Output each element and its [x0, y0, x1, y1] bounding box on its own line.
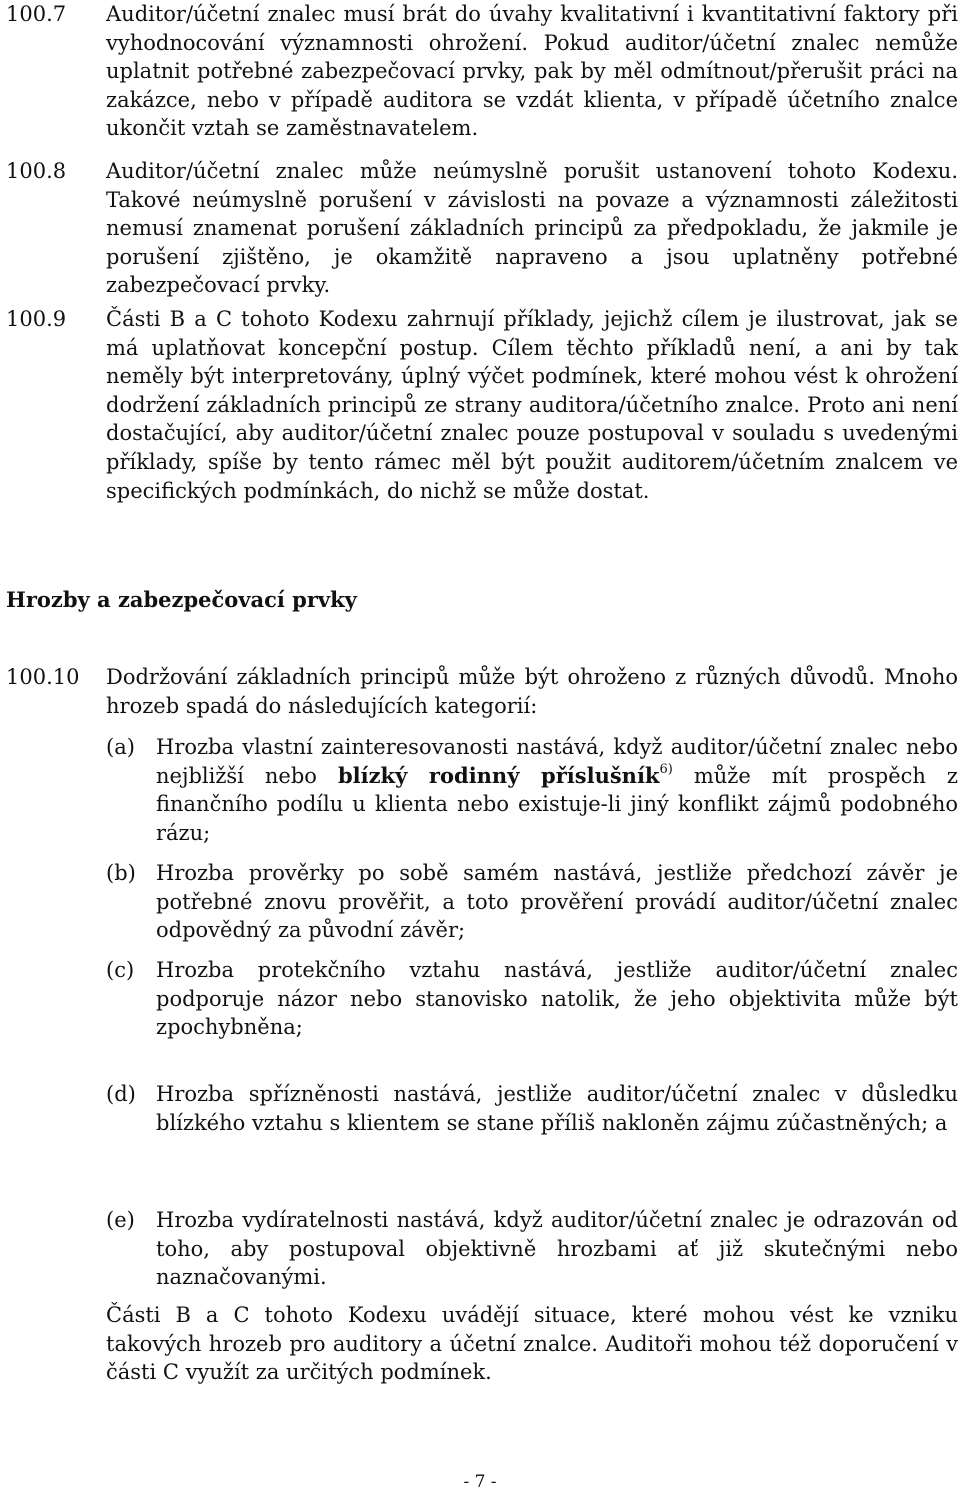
list-item-a [106, 733, 958, 847]
list-item-e [106, 1206, 958, 1292]
paragraph-100-7 [6, 0, 960, 143]
list-label: (b) [106, 861, 136, 885]
list-label: (e) [106, 1208, 135, 1232]
list-label: (d) [106, 1082, 136, 1106]
list-item-text: Hrozba spřízněnosti nastává, jestliže auditor/účetní znalec v důsledku blízkého vztahu s klientem se stane příliš nakloněn zájmu zúčastněných; a [156, 1082, 958, 1135]
list-item-c [106, 956, 958, 1042]
paragraph-number: 100.7 [6, 2, 67, 26]
paragraph-text: Části B a C tohoto Kodexu zahrnují příklady, jejichž cílem je ilustrovat, jak se má uplatňovat koncepční postup. Cílem těchto příkladů není, a ani by tak neměly být interpretovány, úplný výčet podmínek, které mohou vést k ohrožení dodržení základních principů ze strany auditora/účetního znalce. Proto ani není dostačující, aby auditor/účetní znalec pouze postupoval v souladu s uvedenými příklady, spíše by tento rámec měl být použit auditorem/účetním znalcem ve specifických podmínkách, do nichž se může dostat. [106, 307, 958, 503]
list-text-after: může mít prospěch z finančního podílu u klienta nebo existuje-li jiný konflikt zájmů podobného rázu; [156, 763, 958, 845]
list-item-b [106, 859, 958, 945]
paragraph-number: 100.9 [6, 307, 67, 331]
paragraph-text: Auditor/účetní znalec musí brát do úvahy kvalitativní i kvantitativní faktory při vyhodnocování významnosti ohrožení. Pokud auditor/účetní znalec nemůže uplatnit potřebné zabezpečovací prvky, pak by měl odmítnout/přerušit práci na zakázce, nebo v případě auditora se vzdát klienta, v případě účetního znalce ukončit vztah se zaměstnavatelem. [106, 2, 958, 141]
paragraph-number: 100.8 [6, 159, 67, 183]
list-label: (c) [106, 958, 135, 982]
list-item-text: Hrozba vydíratelnosti nastává, když auditor/účetní znalec je odrazován od toho, aby postupoval objektivně hrozbami ať již skutečnými nebo naznačovanými. [156, 1208, 958, 1290]
list-text-before: Hrozba vlastní zainteresovanosti nastává, když auditor/účetní znalec nebo nejbližší nebo [156, 735, 958, 788]
footnote-reference: 6) [659, 761, 673, 777]
list-item-text: Hrozba protekčního vztahu nastává, jestliže auditor/účetní znalec podporuje názor nebo stanovisko natolik, že jeho objektivita může být zpochybněna; [156, 958, 958, 1040]
closing-paragraph: Části B a C tohoto Kodexu uvádějí situace, které mohou vést ke vzniku takových hrozeb pro auditory a účetní znalce. Auditoři mohou též doporučení v části C využít za určitých podmínek. [106, 1303, 958, 1385]
paragraph-100-10 [6, 663, 960, 720]
page-number: - 7 - [463, 1472, 497, 1492]
paragraph-text: Auditor/účetní znalec může neúmyslně porušit ustanovení tohoto Kodexu. Takové neúmyslně porušení v závislosti na povaze a významnosti záležitosti nemusí znamenat porušení základních principů za předpokladu, že jakmile je porušení zjištěno, je okamžitě napraveno a jsou uplatněny potřebné zabezpečovací prvky. [106, 159, 958, 298]
list-item-text: Hrozba prověrky po sobě samém nastává, jestliže předchozí závěr je potřebné znovu prověřit, a toto prověření provádí auditor/účetní znalec odpovědný za původní závěr; [156, 861, 958, 943]
list-label: (a) [106, 735, 135, 759]
paragraph-100-8 [6, 157, 960, 300]
bold-term: blízký rodinný příslušník [337, 762, 660, 788]
paragraph-number: 100.10 [6, 665, 80, 689]
paragraph-text: Dodržování základních principů může být ohroženo z různých důvodů. Mnoho hrozeb spadá do následujících kategorií: [106, 665, 958, 718]
list-item-text [156, 733, 958, 847]
paragraph-100-9 [6, 305, 960, 505]
section-heading: Hrozby a zabezpečovací prvky [6, 587, 357, 612]
list-item-d [106, 1080, 958, 1137]
